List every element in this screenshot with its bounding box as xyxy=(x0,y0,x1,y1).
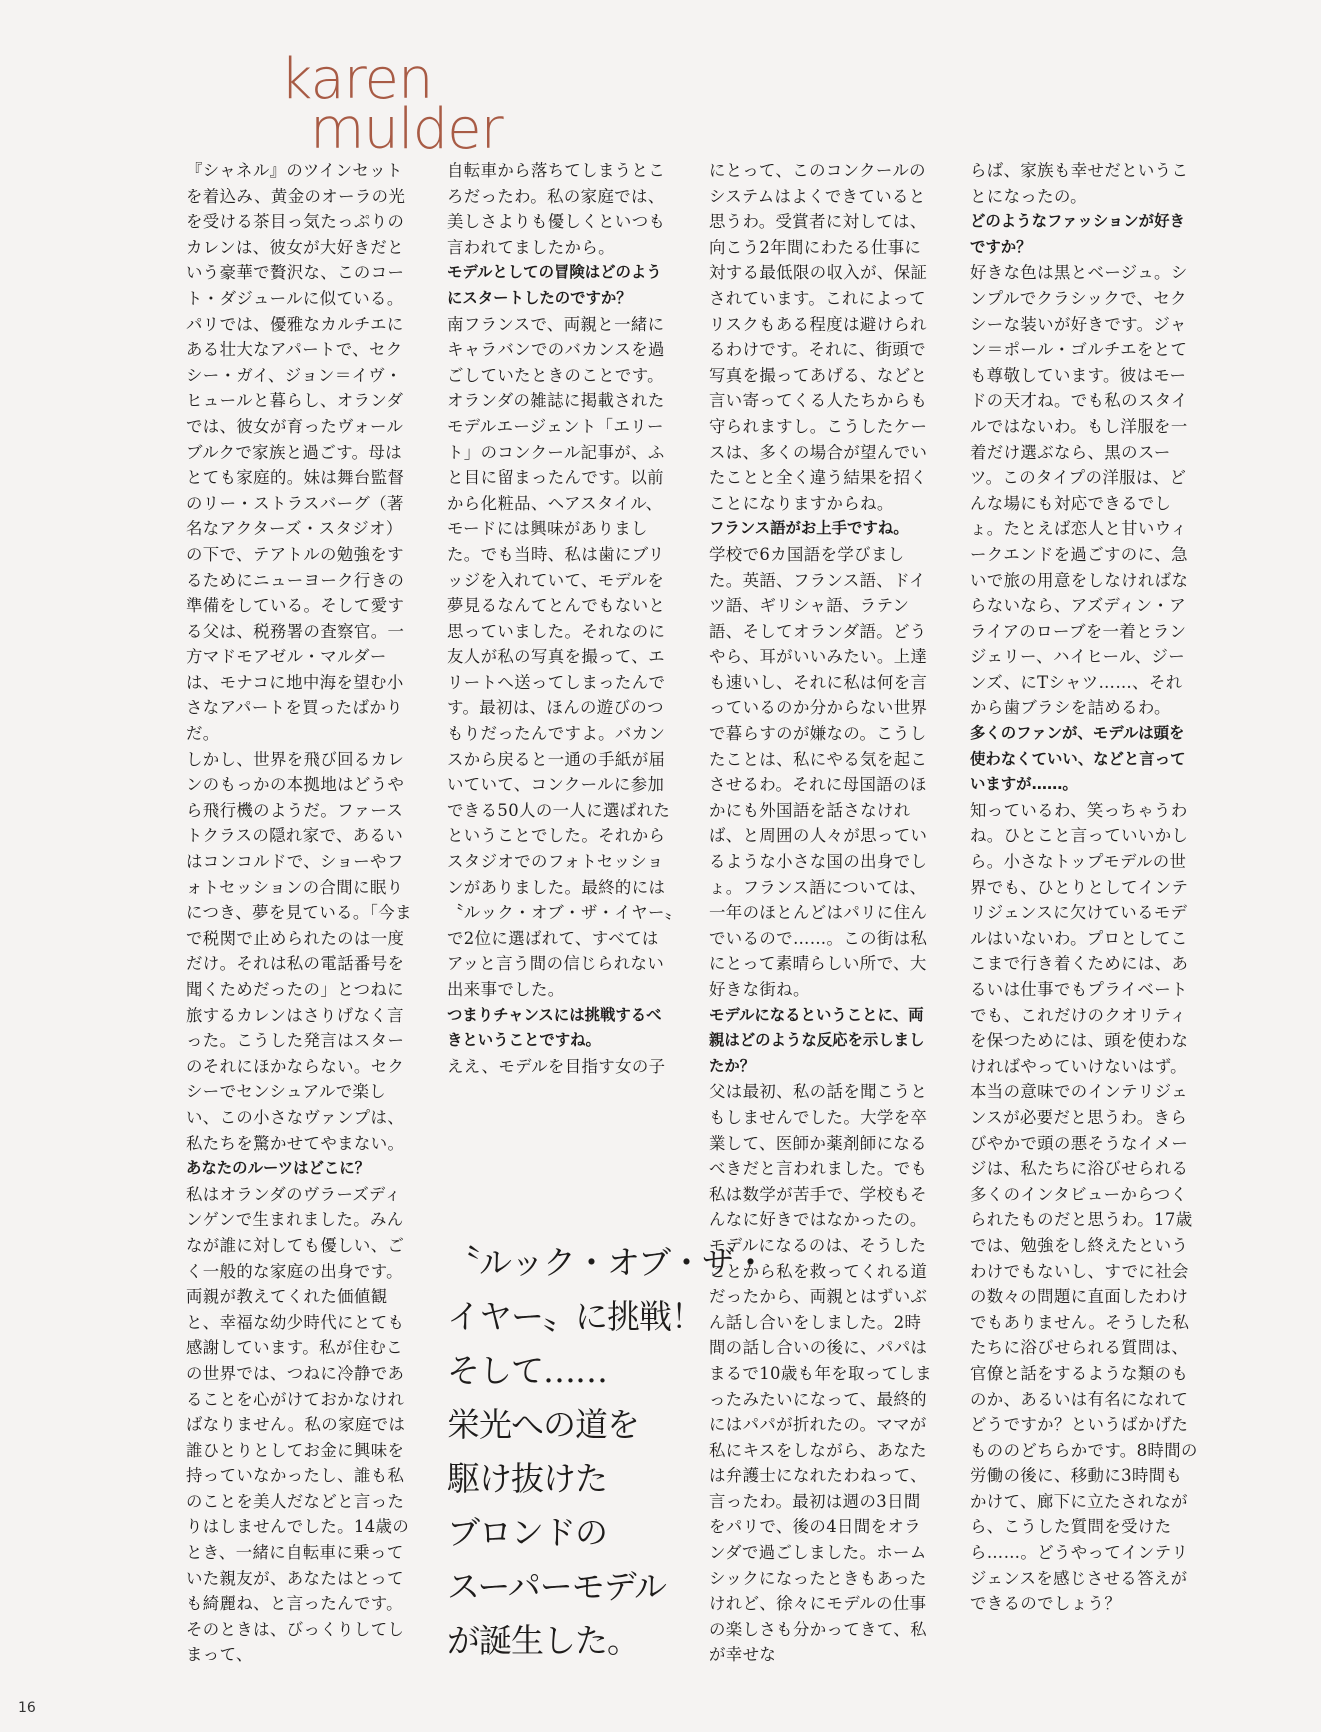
body-paragraph: 自転車から落ちてしまうところだったわ。私の家庭では、美しさよりも優しくといつも言われてましたから。 xyxy=(447,161,666,257)
body-paragraph: 父は最初、私の話を聞こうともしませんでした。大学を卒業して、医師か薬剤師になるべきだと言われました。でも私は数学が苦手で、学校もそんなに好きではなかったの。モデルになるのは、そうしたことから私を救ってくれる道だったから、両親とはずいぶん話し合いをしました。2時間の話し合いの後に、パパはまるで10歳も年を取ってしまったみたいになって、最終的にはパパが折れたの。ママが私にキスをしながら、あなたは弁護士になれたわねって、言ったわ。最初は週の3日間をパリで、後の4日間をオランダで過ごしました。ホームシックになったときもあったけれど、徐々にモデルの仕事の楽しさも分かってきて、私が幸せな xyxy=(709,1082,932,1665)
pull-quote-line: そして…… xyxy=(447,1351,607,1390)
text-column-4 xyxy=(970,158,1198,1617)
body-paragraph: 好きな色は黒とベージュ。シンプルでクラシックで、セクシーな装いが好きです。ジャン＝ポール・ゴルチエをとても尊敬しています。彼はモードの天才ね。でも私のスタイルではないわ。もし洋服を一着だけ選ぶなら、黒のスーツ。このタイプの洋服は、どんな場にも対応できるでしょ。たとえば恋人と甘いウィークエンドを過ごすのに、急いで旅の用意をしなければならないなら、アズディン・アライアのローブを一着とランジェリー、ハイヒール、ジーンズ、にTシャツ……、それから歯ブラシを詰めるわ。 xyxy=(970,263,1189,718)
interview-question: フランス語がお上手ですね。 xyxy=(709,519,909,538)
interview-question: つまりチャンスには挑戦するべきということですね。 xyxy=(447,1005,662,1050)
interview-question: どのようなファッションが好きですか？ xyxy=(970,212,1185,256)
text-column-2 xyxy=(447,158,675,1079)
body-paragraph: 学校で6カ国語を学びました。英語、フランス語、ドイツ語、ギリシャ語、ラテン語、そしてオランダ語。どうやら、耳がいいみたい。上達も速いし、それに私は何を言っているのか分からない世界で暮らすのが嫌なの。こうしたことは、私にやる気を起こさせるわ。それに母国語のほかにも外国語を話さなければ、と周囲の人々が思っているような小さな国の出身でしょ。フランス語については、一年のほとんどはパリに住んでいるので……。この街は私にとって素晴らしい所で、大好きな街ね。 xyxy=(709,544,928,999)
body-paragraph: しかし、世界を飛び回るカレンのもっかの本拠地はどうやら飛行機のようだ。ファーストクラスの隠れ家で、あるいはコンコルドで、ショーやフォトセッションの合間に眠りにつき、夢を見ている。「今まで税関で止められたのは一度だけ。それは私の電話番号を聞くためだったの」とつねに旅するカレンはさりげなく言った。こうした発言はスターのそれにほかならない。セクシーでセンシュアルで楽しい、この小さなヴァンプは、私たちを驚かせてやまない。 xyxy=(186,749,412,1153)
article-title xyxy=(280,47,503,162)
title-line-2: mulder xyxy=(310,97,503,162)
pull-quote-line: ブロンドの xyxy=(447,1513,607,1552)
pull-quote-line: 栄光への道を xyxy=(447,1405,639,1444)
body-paragraph: 『シャネル』のツインセットを着込み、黄金のオーラの光を受ける茶目っ気たっぷりのカレンは、彼女が大好きだという豪華で贅沢な、このコート・ダジュールに似ている。 xyxy=(186,161,406,308)
text-column-1 xyxy=(186,158,414,1668)
pull-quote-line: イヤー〟に挑戦！ xyxy=(447,1297,703,1336)
pull-quote-line: スーパーモデル xyxy=(447,1567,667,1606)
pull-quote-line: が誕生した。 xyxy=(447,1621,639,1660)
interview-question: モデルになるということに、両親はどのような反応を示しましたか？ xyxy=(709,1005,925,1075)
interview-question: 多くのファンが、モデルは頭を使わなくていい、などと言っていますが……。 xyxy=(970,724,1186,794)
pull-quote-line: 駆け抜けた xyxy=(447,1459,607,1498)
body-paragraph: 知っているわ、笑っちゃうわね。ひとこと言っていいかしら。小さなトップモデルの世界でも、ひとりとしてインテリジェンスに欠けているモデルはいないわ。プロとしてここまで行き着くためには、あるいは仕事でもプライベートでも、これだけのクオリティを保つためには、頭を使わなければやっていけないはず。本当の意味でのインテリジェンスが必要だと思うわ。きらびやかで頭の悪そうなイメージは、私たちに浴びせられる多くのインタビューからつくられたものだと思うわ。17歳では、勉強をし終えたというわけでもないし、すでに社会の数々の問題に直面したわけでもありません。そうした私たちに浴びせられる質問は、官僚と話をするような類のものか、あるいは有名になれてどうですか？というばかげたもののどちらかです。8時間の労働の後に、移動に3時間もかけて、廊下に立たされながら、こうした質問を受けたら……。どうやってインテリジェンスを感じさせる答えができるのでしょう？ xyxy=(970,800,1198,1614)
pull-quote-line: 〝ルック・オブ・ザ・ xyxy=(447,1243,767,1282)
title-line-1: karen xyxy=(280,47,433,112)
pull-quote xyxy=(447,1236,767,1668)
body-paragraph: らば、家族も幸せだということになったの。 xyxy=(970,161,1189,206)
body-paragraph: パリでは、優雅なカルチエにある壮大なアパートで、セクシー・ガイ、ジョン＝イヴ・ヒュールと暮らし、オランダでは、彼女が育ったヴォールブルクで家族と過ごす。母はとても家庭的。妹は舞台監督のリー・ストラスバーグ（著名なアクターズ・スタジオ）の下で、テアトルの勉強をするためにニューヨーク行きの準備をしている。そして愛する父は、税務署の査察官。一方マドモアゼル・マルダーは、モナコに地中海を望む小さなアパートを買ったばかりだ。 xyxy=(186,314,405,744)
text-column-3 xyxy=(709,158,937,1668)
interview-question: あなたのルーツはどこに？ xyxy=(186,1159,371,1178)
body-paragraph: 南フランスで、両親と一緒にキャラバンでのバカンスを過ごしていたときのことです。オランダの雑誌に掲載されたモデルエージェント「エリート」のコンクール記事が、ふと目に留まったんです。以前から化粧品、ヘアスタイル、モードには興味がありました。でも当時、私は歯にブリッジを入れていて、モデルを夢見るなんてとんでもないと思っていました。それなのに友人が私の写真を撮って、エリートへ送ってしまったんです。最初は、ほんの遊びのつもりだったんですよ。バカンスから戻ると一通の手紙が届いていて、コンクールに参加できる50人の一人に選ばれたということでした。それからスタジオでのフォトセッションがありました。最終的には〝ルック・オブ・ザ・イヤー〟で2位に選ばれて、すべてはアッと言う間の信じられない出来事でした。 xyxy=(447,314,674,999)
body-paragraph: 私はオランダのヴラーズディンゲンで生まれました。みんなが誰に対しても優しい、ごく一般的な家庭の出身です。両親が教えてくれた価値観と、幸福な幼少時代にとても感謝しています。私が住むこの世界では、つねに冷静であることを心がけておかなければなりません。私の家庭では誰ひとりとしてお金に興味を持っていなかったし、誰も私のことを美人だなどと言ったりはしませんでした。14歳のとき、一緒に自転車に乗っていた親友が、あなたはとっても綺麗ね、と言ったんです。そのときは、びっくりしてしまって、 xyxy=(186,1184,410,1665)
body-paragraph: ええ、モデルを目指す女の子 xyxy=(447,1056,666,1076)
body-paragraph: にとって、このコンクールのシステムはよくできていると思うわ。受賞者に対しては、向こう2年間にわたる仕事に対する最低限の収入が、保証されています。これによってリスクもある程度は避けられるわけです。それに、街頭で写真を撮ってあげる、などと言い寄ってくる人たちからも守られますし。こうしたケースは、多くの場合が望んでいたことと全く違う結果を招くことになりますからね。 xyxy=(709,161,928,513)
interview-question: モデルとしての冒険はどのようにスタートしたのですか？ xyxy=(447,263,662,307)
page-number: 16 xyxy=(18,1700,36,1716)
